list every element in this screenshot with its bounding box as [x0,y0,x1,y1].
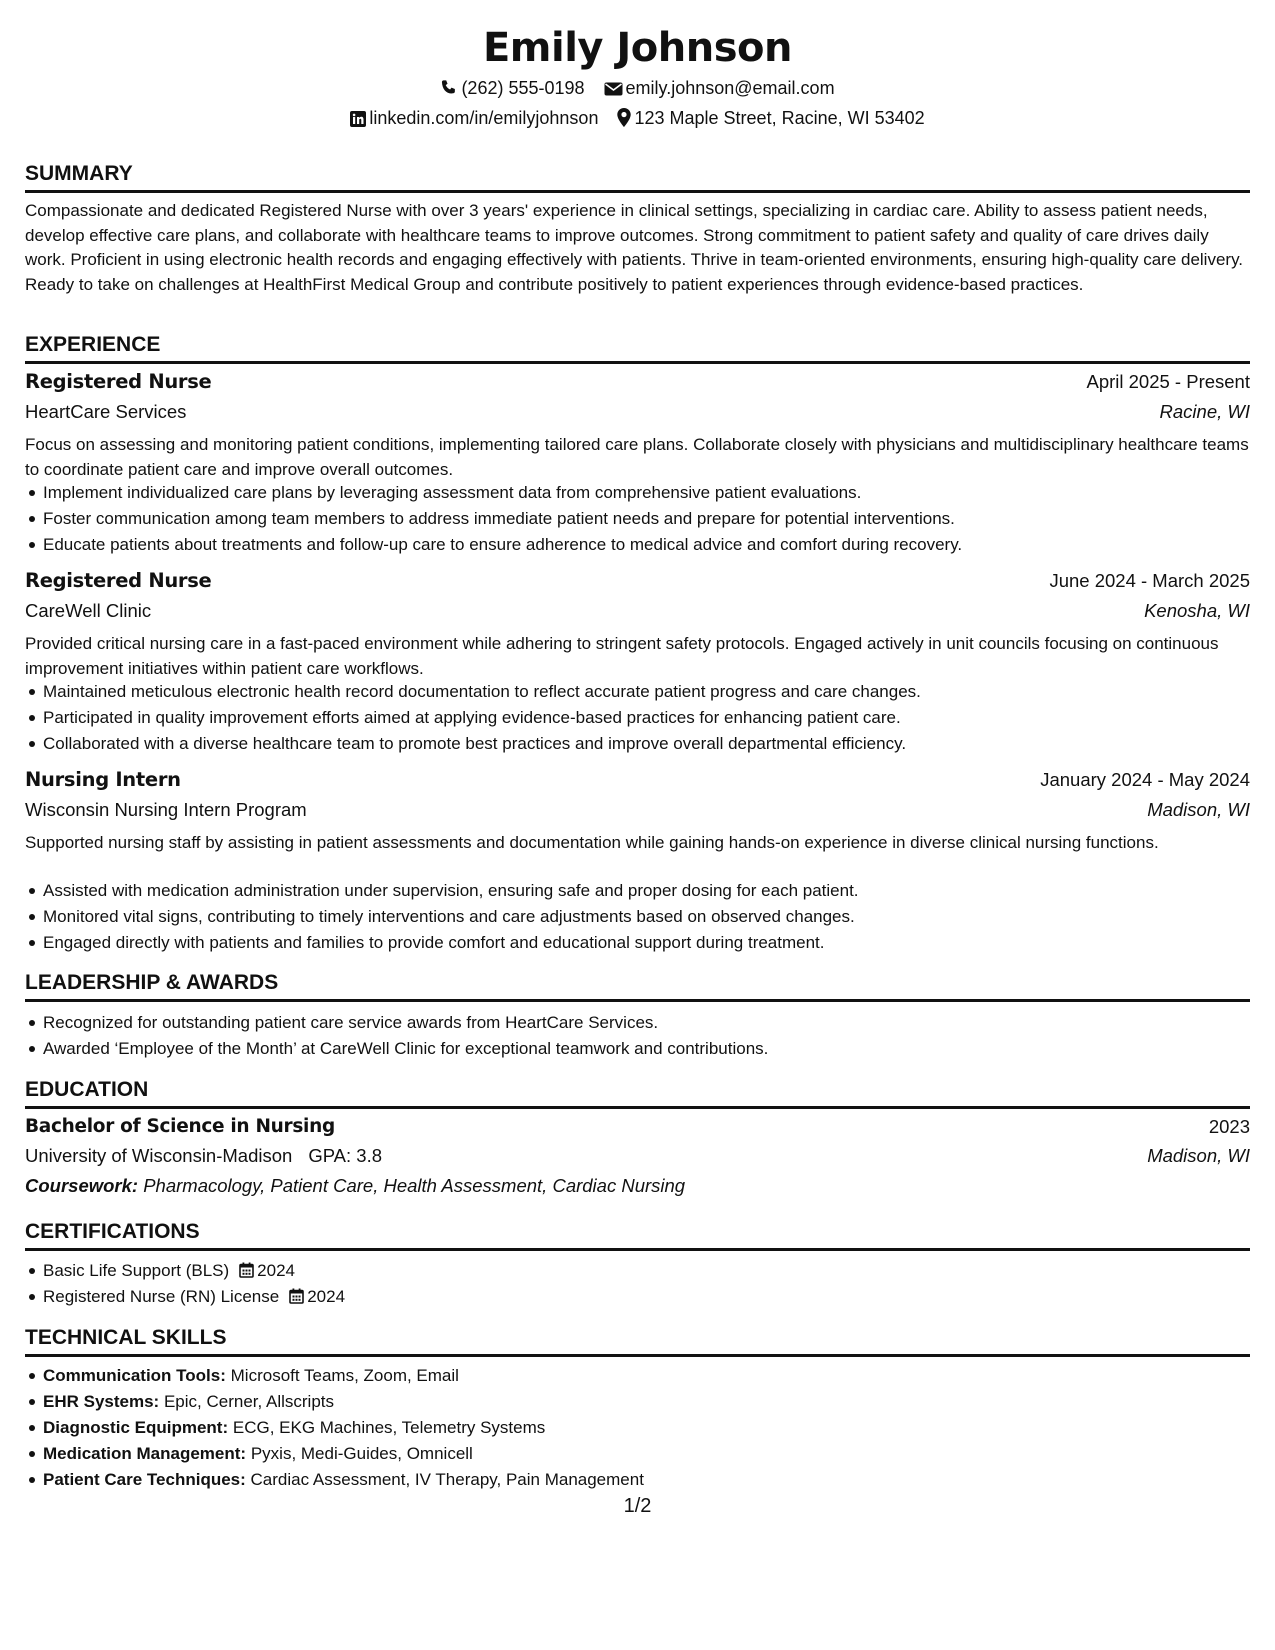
phone-number[interactable]: (262) 555-0198 [461,78,585,98]
summary-text: Compassionate and dedicated Registered Nurse with over 3 years' experience in clinical settings, specializing in cardiac care. Ability to assess patient needs, develop effective care plans, and collaborate with healthcare teams to improve outcomes. Strong commitment to patient safety and quality of care drives daily work. Proficient in using electronic health records and engaging effectively with patients. Thrive in team-oriented environments, ensuring high-quality care delivery. Ready to take on challenges at HealthFirst Medical Group and contribute positively to patient experiences through evidence-based practices. [25,201,1244,294]
linkedin-url[interactable]: linkedin.com/in/emilyjohnson [369,108,599,128]
gpa: GPA: 3.8 [308,1145,383,1166]
leadership-list [25,1010,1268,1062]
coursework [25,1173,685,1199]
job-bullets [25,480,1268,558]
calendar-icon [239,1262,254,1278]
skills-list [25,1363,1268,1493]
job-location: Racine, WI [1159,401,1250,422]
degree: Bachelor of Science in Nursing [25,1116,335,1137]
page-number: 1/2 [623,1495,652,1517]
list-item [43,1389,1268,1415]
job-dates: January 2024 - May 2024 [1040,769,1250,790]
contact-line-2 [25,105,1250,131]
list-item: Maintained meticulous electronic health record documentation to reflect accurate patient progress and care changes. [43,679,1268,705]
list-item [43,1415,1268,1441]
calendar-icon [289,1288,304,1304]
coursework-list: Pharmacology, Patient Care, Health Assessment, Cardiac Nursing [143,1175,686,1196]
list-item: Awarded ‘Employee of the Month’ at CareWell Clinic for exceptional teamwork and contributions. [43,1036,1268,1062]
list-item [43,1467,1268,1493]
certifications-heading: CERTIFICATIONS [25,1218,1250,1251]
job-title: Registered Nurse [25,370,212,393]
email-contact [604,75,835,101]
job-company: Wisconsin Nursing Intern Program [25,799,307,820]
list-item: Recognized for outstanding patient care service awards from HeartCare Services. [43,1010,1268,1036]
skills-heading: TECHNICAL SKILLS [25,1324,1250,1357]
job-location: Kenosha, WI [1144,600,1250,621]
list-item: Engaged directly with patients and families to provide comfort and educational support during treatment. [43,930,1268,956]
job-company: HeartCare Services [25,401,187,422]
job-dates: June 2024 - March 2025 [1049,570,1250,591]
coursework-label: Coursework: [25,1175,139,1196]
skill-label: Communication Tools: [43,1366,226,1385]
skill-value: Cardiac Assessment, IV Therapy, Pain Management [250,1470,644,1489]
map-pin-icon [617,108,631,127]
candidate-name: Emily Johnson [482,25,792,71]
job-description: Focus on assessing and monitoring patient conditions, implementing tailored care plans. Collaborate closely with physicians and multidisciplinary healthcare teams to coordinate patient care and improve overall outcomes. [25,435,1249,479]
list-item: Assisted with medication administration under supervision, ensuring safe and proper dosing for each patient. [43,878,1268,904]
job-location: Madison, WI [1147,799,1250,820]
skill-value: Pyxis, Medi-Guides, Omnicell [250,1444,473,1463]
list-item: Monitored vital signs, contributing to timely interventions and care adjustments based on observed changes. [43,904,1268,930]
linkedin-contact [350,105,598,131]
list-item: Collaborated with a diverse healthcare team to promote best practices and improve overall departmental efficiency. [43,731,1268,757]
school-line [25,1143,382,1169]
certifications-list [25,1258,1268,1310]
job-title: Registered Nurse [25,569,212,592]
email-address[interactable]: emily.johnson@email.com [625,78,835,98]
skill-label: Patient Care Techniques: [43,1470,246,1489]
list-item: Participated in quality improvement efforts aimed at applying evidence-based practices for enhancing patient care. [43,705,1268,731]
street-address: 123 Maple Street, Racine, WI 53402 [634,108,925,128]
list-item [43,1284,1268,1310]
list-item [43,1258,1268,1284]
skill-label: Diagnostic Equipment: [43,1418,229,1437]
linkedin-icon [350,111,366,127]
education-heading: EDUCATION [25,1076,1250,1109]
job-description: Provided critical nursing care in a fast-paced environment while adhering to stringent safety protocols. Engaged actively in unit councils focusing on continuous improvement initiatives within patient care workflows. [25,634,1219,678]
skill-label: EHR Systems: [43,1392,160,1411]
job-bullets [25,878,1268,956]
school-location: Madison, WI [1147,1145,1250,1166]
address-contact [617,105,924,131]
school-name: University of Wisconsin-Madison [25,1145,293,1166]
certification-year: 2024 [257,1261,295,1280]
list-item: Foster communication among team members to address immediate patient needs and prepare for potential interventions. [43,506,1268,532]
summary-heading: SUMMARY [25,160,1250,193]
certification-year: 2024 [307,1287,346,1306]
skill-value: ECG, EKG Machines, Telemetry Systems [232,1418,546,1437]
phone-icon [440,79,458,97]
skill-label: Medication Management: [43,1444,247,1463]
job-company: CareWell Clinic [25,600,152,621]
contact-line-1 [25,75,1250,101]
leadership-heading: LEADERSHIP & AWARDS [25,969,1250,1002]
job-bullets [25,679,1268,757]
phone-contact [440,75,584,101]
list-item: Implement individualized care plans by leveraging assessment data from comprehensive patient evaluations. [43,480,1268,506]
certification-name: Registered Nurse (RN) License [43,1287,280,1306]
certification-name: Basic Life Support (BLS) [43,1261,230,1280]
job-title: Nursing Intern [25,768,181,791]
list-item: Educate patients about treatments and follow-up care to ensure adherence to medical advice and comfort during recovery. [43,532,1268,558]
skill-value: Microsoft Teams, Zoom, Email [230,1366,459,1385]
list-item [43,1363,1268,1389]
skill-value: Epic, Cerner, Allscripts [163,1392,335,1411]
list-item [43,1441,1268,1467]
job-description: Supported nursing staff by assisting in patient assessments and documentation while gaining hands-on experience in diverse clinical nursing functions. [25,833,1159,852]
job-dates: April 2025 - Present [1086,371,1250,392]
graduation-year: 2023 [1208,1116,1250,1137]
experience-heading: EXPERIENCE [25,331,1250,364]
envelope-icon [604,81,623,97]
